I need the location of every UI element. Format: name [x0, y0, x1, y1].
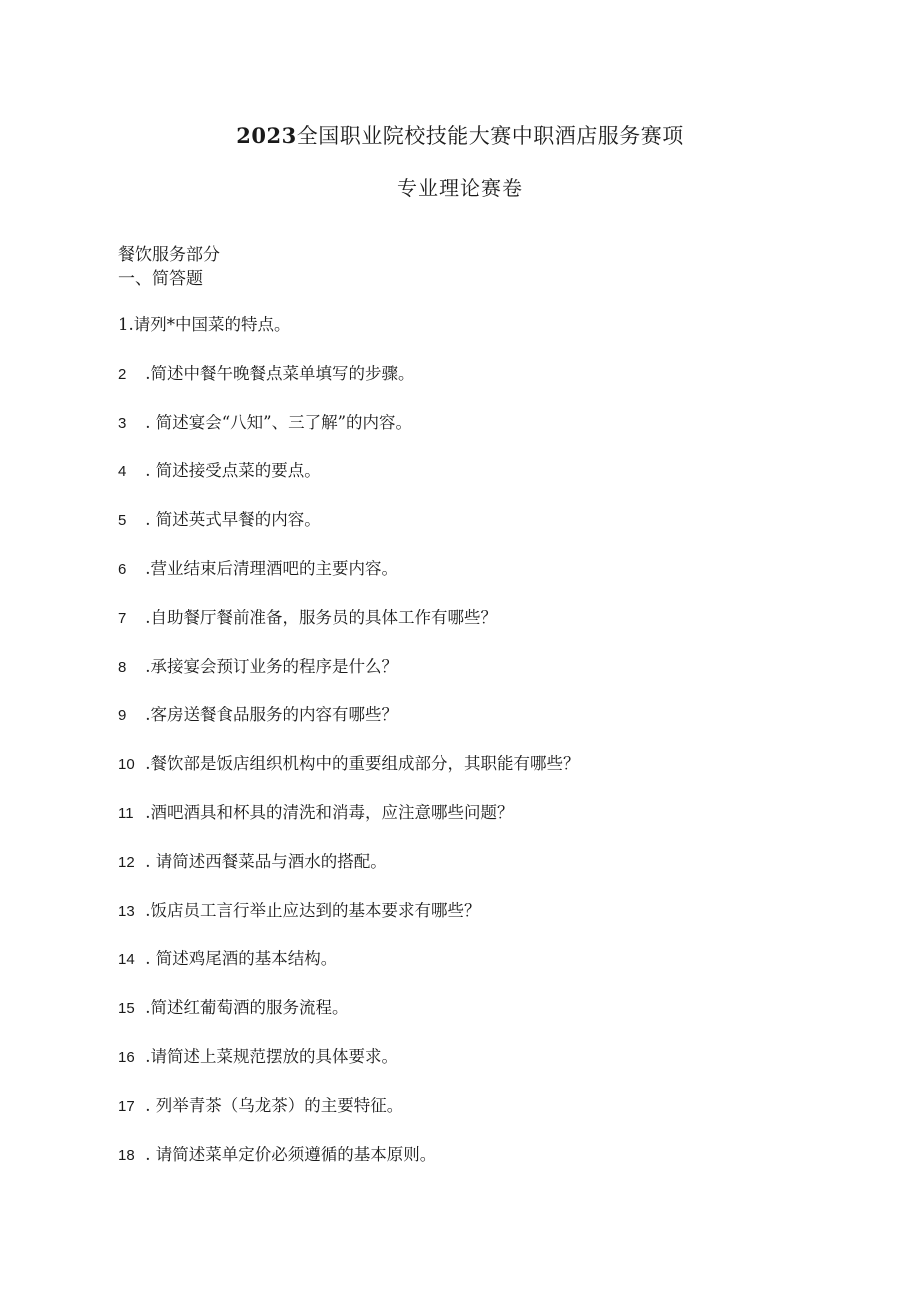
question-item — [118, 410, 580, 459]
question-text: . 请简述菜单定价必须遵循的基本原则。 — [140, 1144, 437, 1164]
question-number: 8 — [118, 658, 127, 676]
question-item — [118, 1044, 580, 1093]
question-text: . 简述接受点菜的要点。 — [140, 461, 321, 481]
question-number: 6 — [118, 560, 127, 578]
question-text: .酒吧酒具和杯具的清洗和消毒，应注意哪些问题？ — [140, 802, 514, 822]
question-text: .营业结束后清理酒吧的主要内容。 — [140, 558, 398, 578]
question-text: .餐饮部是饭店组织机构中的重要组成部分，其职能有哪些？ — [140, 754, 580, 774]
question-number: 12 — [118, 853, 135, 871]
question-text: .客房送餐食品服务的内容有哪些？ — [140, 705, 398, 725]
document-subtitle: 专业理论赛卷 — [397, 176, 523, 200]
question-number: 5 — [118, 512, 127, 530]
document-title — [0, 120, 920, 150]
question-text: . 请简述西餐菜品与酒水的搭配。 — [140, 851, 387, 871]
question-number: 15 — [118, 1000, 135, 1018]
question-number: 4 — [118, 463, 127, 481]
question-number: 17 — [118, 1097, 135, 1115]
question-item — [118, 702, 580, 751]
title-text: 全国职业院校技能大赛中职酒店服务赛项 — [296, 124, 684, 148]
question-item — [118, 605, 580, 654]
title-year: 2023 — [236, 123, 297, 148]
question-text: .自助餐厅餐前准备，服务员的具体工作有哪些？ — [140, 607, 497, 627]
question-number: 3 — [118, 414, 127, 432]
question-item — [118, 898, 580, 947]
question-text: 请列*中国菜的特点。 — [133, 315, 291, 334]
question-item — [118, 556, 580, 605]
section-type-heading: 一、简答题 — [118, 269, 203, 289]
question-item — [118, 312, 580, 361]
question-item — [118, 654, 580, 703]
question-item — [118, 1093, 580, 1142]
question-text: . 列举青茶（乌龙茶）的主要特征。 — [140, 1095, 404, 1115]
question-text: .承接宴会预订业务的程序是什么？ — [140, 656, 398, 676]
question-item — [118, 1142, 580, 1191]
question-item — [118, 995, 580, 1044]
question-text: . 简述鸡尾酒的基本结构。 — [140, 949, 338, 969]
question-item — [118, 361, 580, 410]
question-number: 14 — [118, 951, 135, 969]
question-item — [118, 800, 580, 849]
question-list — [118, 312, 580, 1190]
question-number: 18 — [118, 1146, 135, 1164]
question-text: .简述中餐午晚餐点菜单填写的步骤。 — [140, 363, 415, 383]
question-number: 11 — [118, 804, 134, 822]
question-number: 10 — [118, 756, 135, 774]
question-number: 1. — [118, 315, 134, 334]
question-item — [118, 849, 580, 898]
question-text: . 简述宴会“八知”、三了解”的内容。 — [140, 412, 413, 432]
question-text: .简述红葡萄酒的服务流程。 — [140, 998, 349, 1018]
question-number: 16 — [118, 1048, 135, 1066]
question-item — [118, 507, 580, 556]
question-number: 2 — [118, 365, 127, 383]
section-part-heading: 餐饮服务部分 — [118, 245, 220, 265]
question-item — [118, 751, 580, 800]
question-text: .饭店员工言行举止应达到的基本要求有哪些？ — [140, 900, 481, 920]
question-number: 9 — [118, 707, 127, 725]
question-text: .请简述上菜规范摆放的具体要求。 — [140, 1046, 398, 1066]
question-item — [118, 946, 580, 995]
question-number: 13 — [118, 902, 135, 920]
question-item — [118, 458, 580, 507]
question-number: 7 — [118, 609, 127, 627]
question-text: . 简述英式早餐的内容。 — [140, 510, 321, 530]
